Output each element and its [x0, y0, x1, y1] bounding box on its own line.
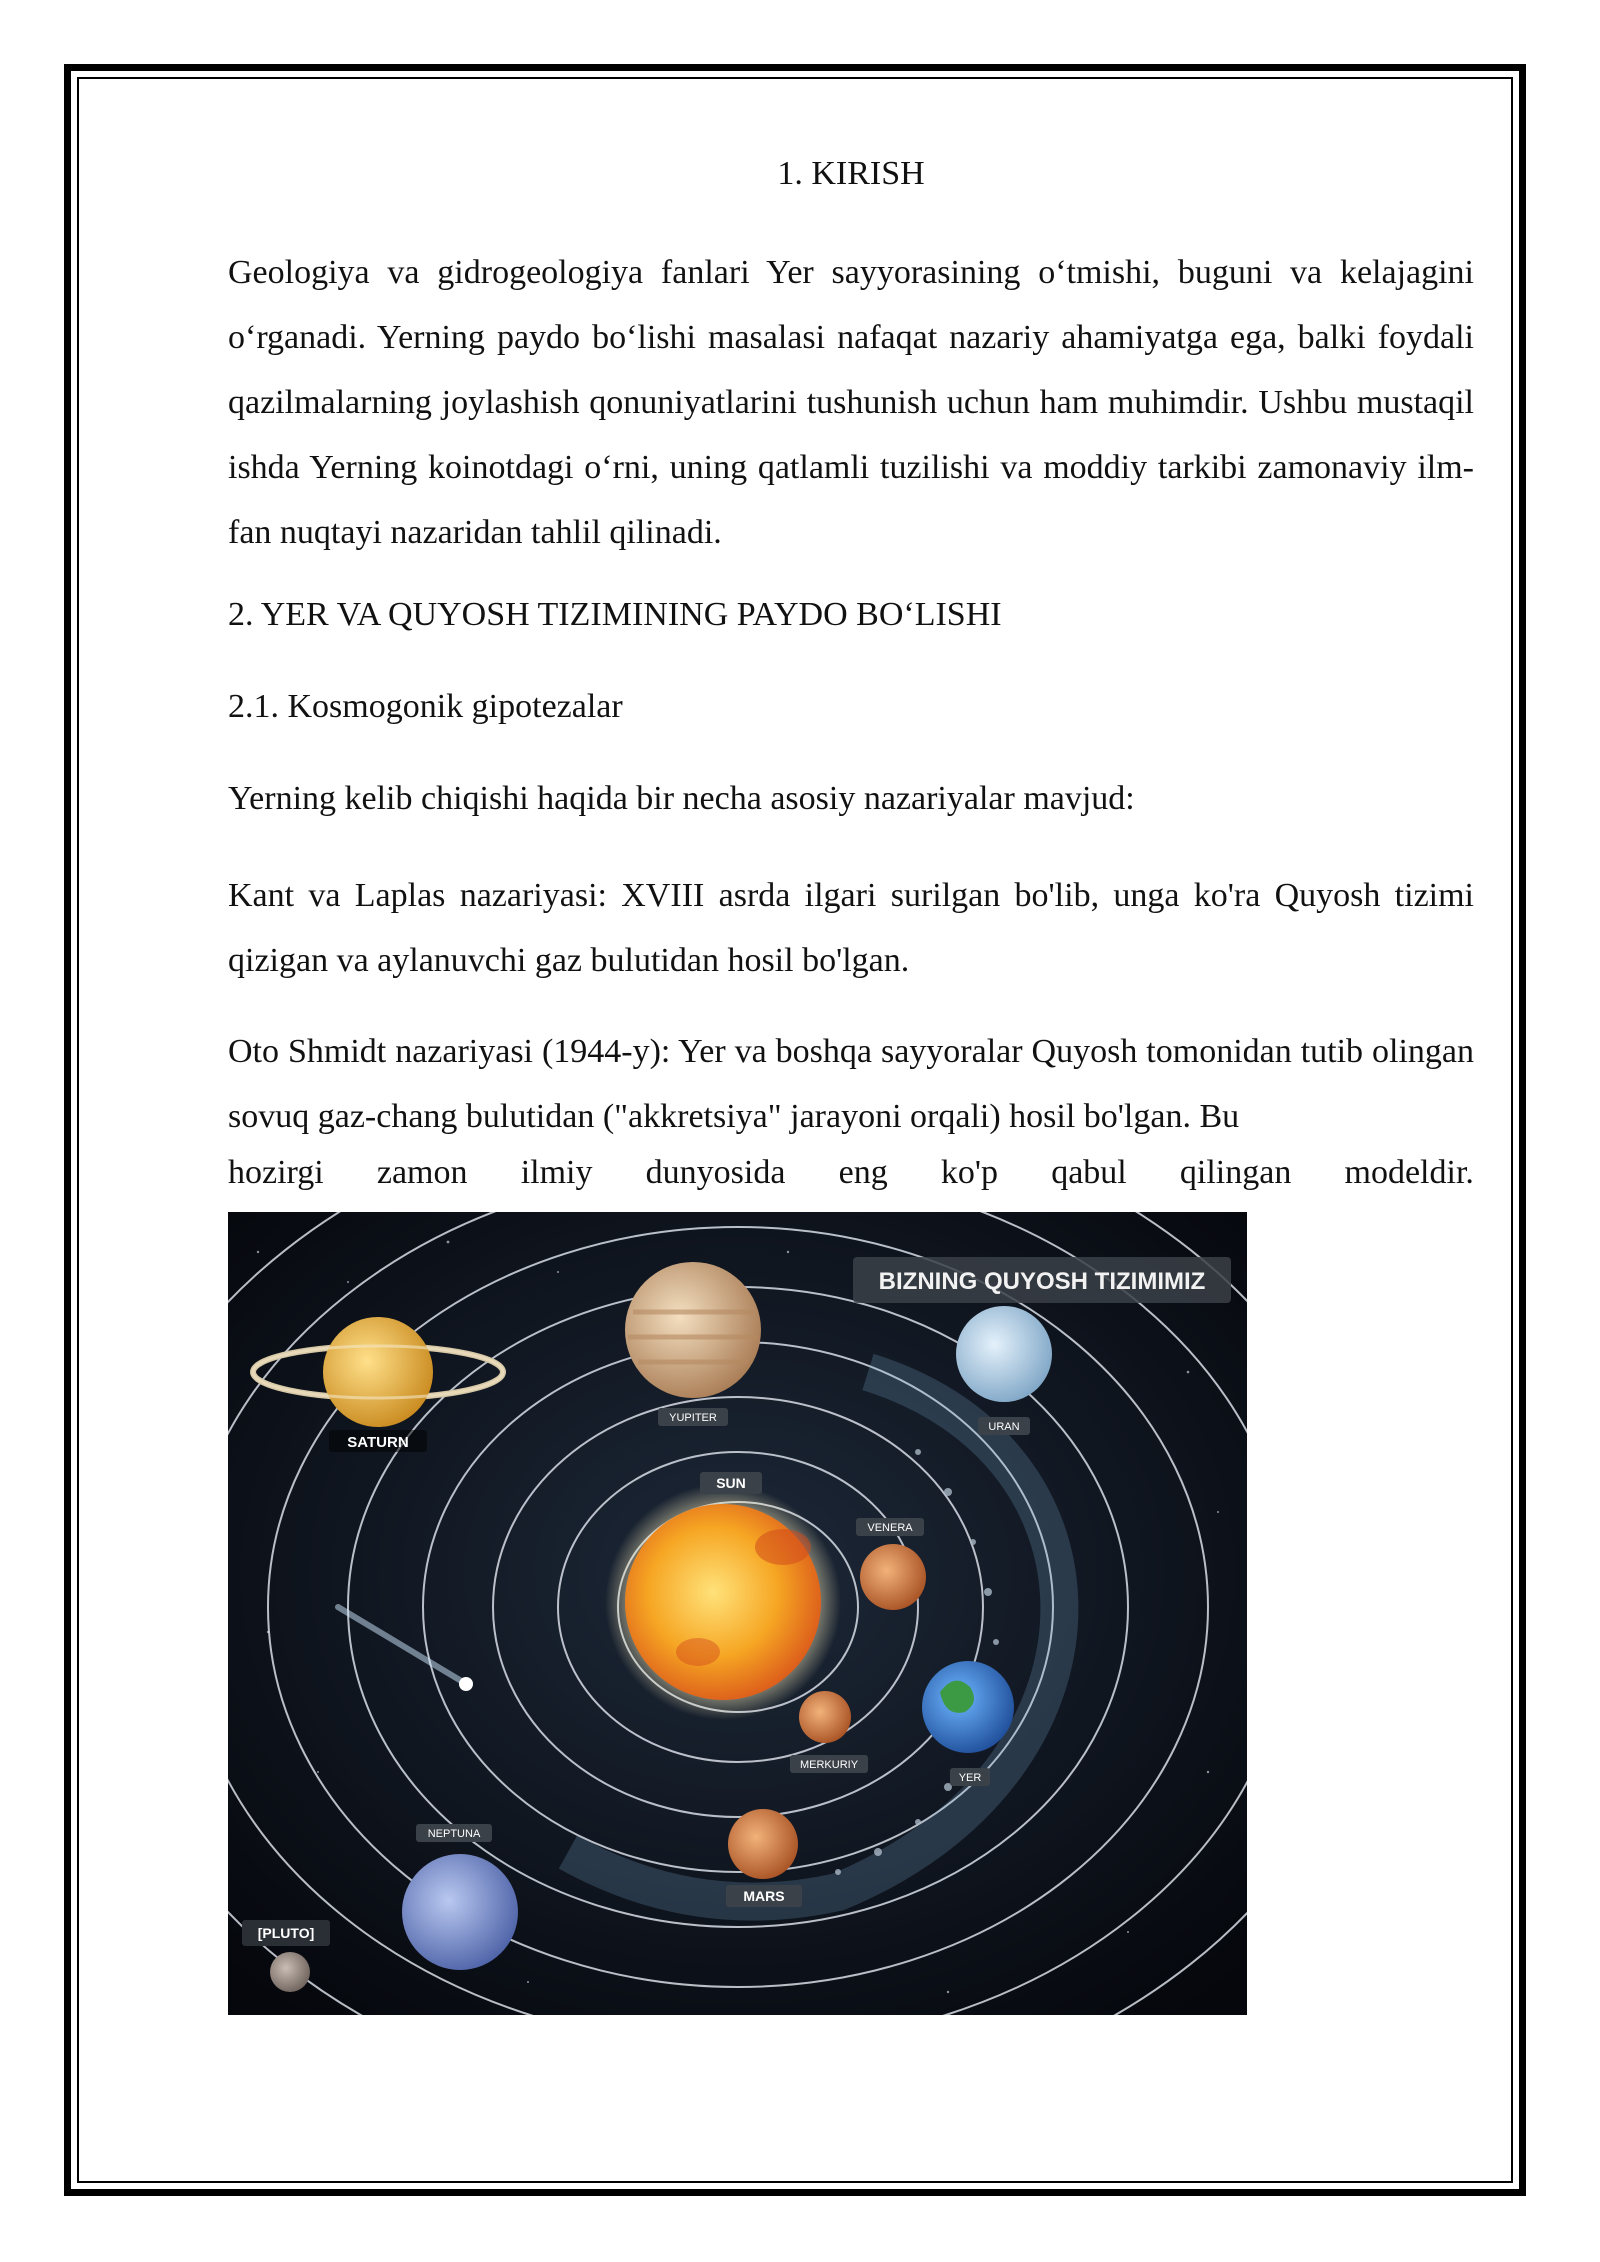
word: eng	[838, 1154, 888, 1191]
word: dunyosida	[645, 1154, 786, 1191]
label-jupiter: YUPITER	[669, 1412, 717, 1424]
label-merkuriy: MERKURIY	[799, 1759, 859, 1771]
label-neptuna: NEPTUNA	[427, 1828, 481, 1840]
label-venera: VENERA	[867, 1522, 913, 1534]
label-pluto: [PLUTO]	[257, 1925, 315, 1941]
label-sun: SUN	[716, 1475, 746, 1491]
theories-intro: Yerning kelib chiqishi haqida bir necha asosiy nazariyalar mavjud:	[228, 780, 1135, 817]
label-yer: YER	[958, 1772, 982, 1784]
section-2-heading: 2. YER VA QUYOSH TIZIMINING PAYDO BO‘LISHI	[228, 596, 1002, 633]
shmidt-paragraph: Oto Shmidt nazariyasi (1944-y): Yer va boshqa sayyoralar Quyosh tomonidan tutib olingan sovuq gaz-chang bulutidan ("akkretsiya" jarayoni orqali) hosil bo'lgan. Bu	[228, 1033, 1474, 1135]
label-uran: URAN	[988, 1421, 1020, 1433]
word: modeldir.	[1344, 1154, 1474, 1191]
label-mars: MARS	[743, 1888, 785, 1904]
document-body	[228, 150, 1474, 1197]
word: qilingan	[1179, 1154, 1292, 1191]
word: zamon	[376, 1154, 468, 1191]
solar-system-image	[228, 1212, 1247, 2015]
word: hozirgi	[228, 1154, 324, 1191]
label-saturn: SATURN	[347, 1434, 409, 1451]
intro-paragraph: Geologiya va gidrogeologiya fanlari Yer sayyorasining o‘tmishi, buguni va kelajagini o‘rganadi. Yerning paydo bo‘lishi masalasi nafaqat nazariy ahamiyatga ega, balki foydali qazilmalarning joylashish qonuniyatlarini tushunish uchun ham muhimdir. Ushbu mustaqil ishda Yerning koinotdagi o‘rni, uning qatlamli tuzilishi va moddiy tarkibi zamonaviy ilm-fan nuqtayi nazaridan tahlil qilinadi.	[228, 254, 1474, 551]
word: ko'p	[940, 1154, 999, 1191]
kant-laplas-paragraph: Kant va Laplas nazariyasi: XVIII asrda ilgari surilgan bo'lib, unga ko'ra Quyosh tizimi qizigan va aylanuvchi gaz bulutidan hosil bo'lgan.	[228, 877, 1474, 979]
word: ilmiy	[520, 1154, 593, 1191]
figure-title	[853, 1257, 1231, 1303]
subsection-2-1-heading: 2.1. Kosmogonik gipotezalar	[228, 688, 623, 725]
shmidt-paragraph-last-line	[228, 1149, 1474, 1197]
svg-text:BIZNING QUYOSH TIZIMIMIZ: BIZNING QUYOSH TIZIMIMIZ	[878, 1268, 1206, 1295]
word: qabul	[1051, 1154, 1127, 1191]
section-1-heading: 1. KIRISH	[777, 155, 925, 192]
